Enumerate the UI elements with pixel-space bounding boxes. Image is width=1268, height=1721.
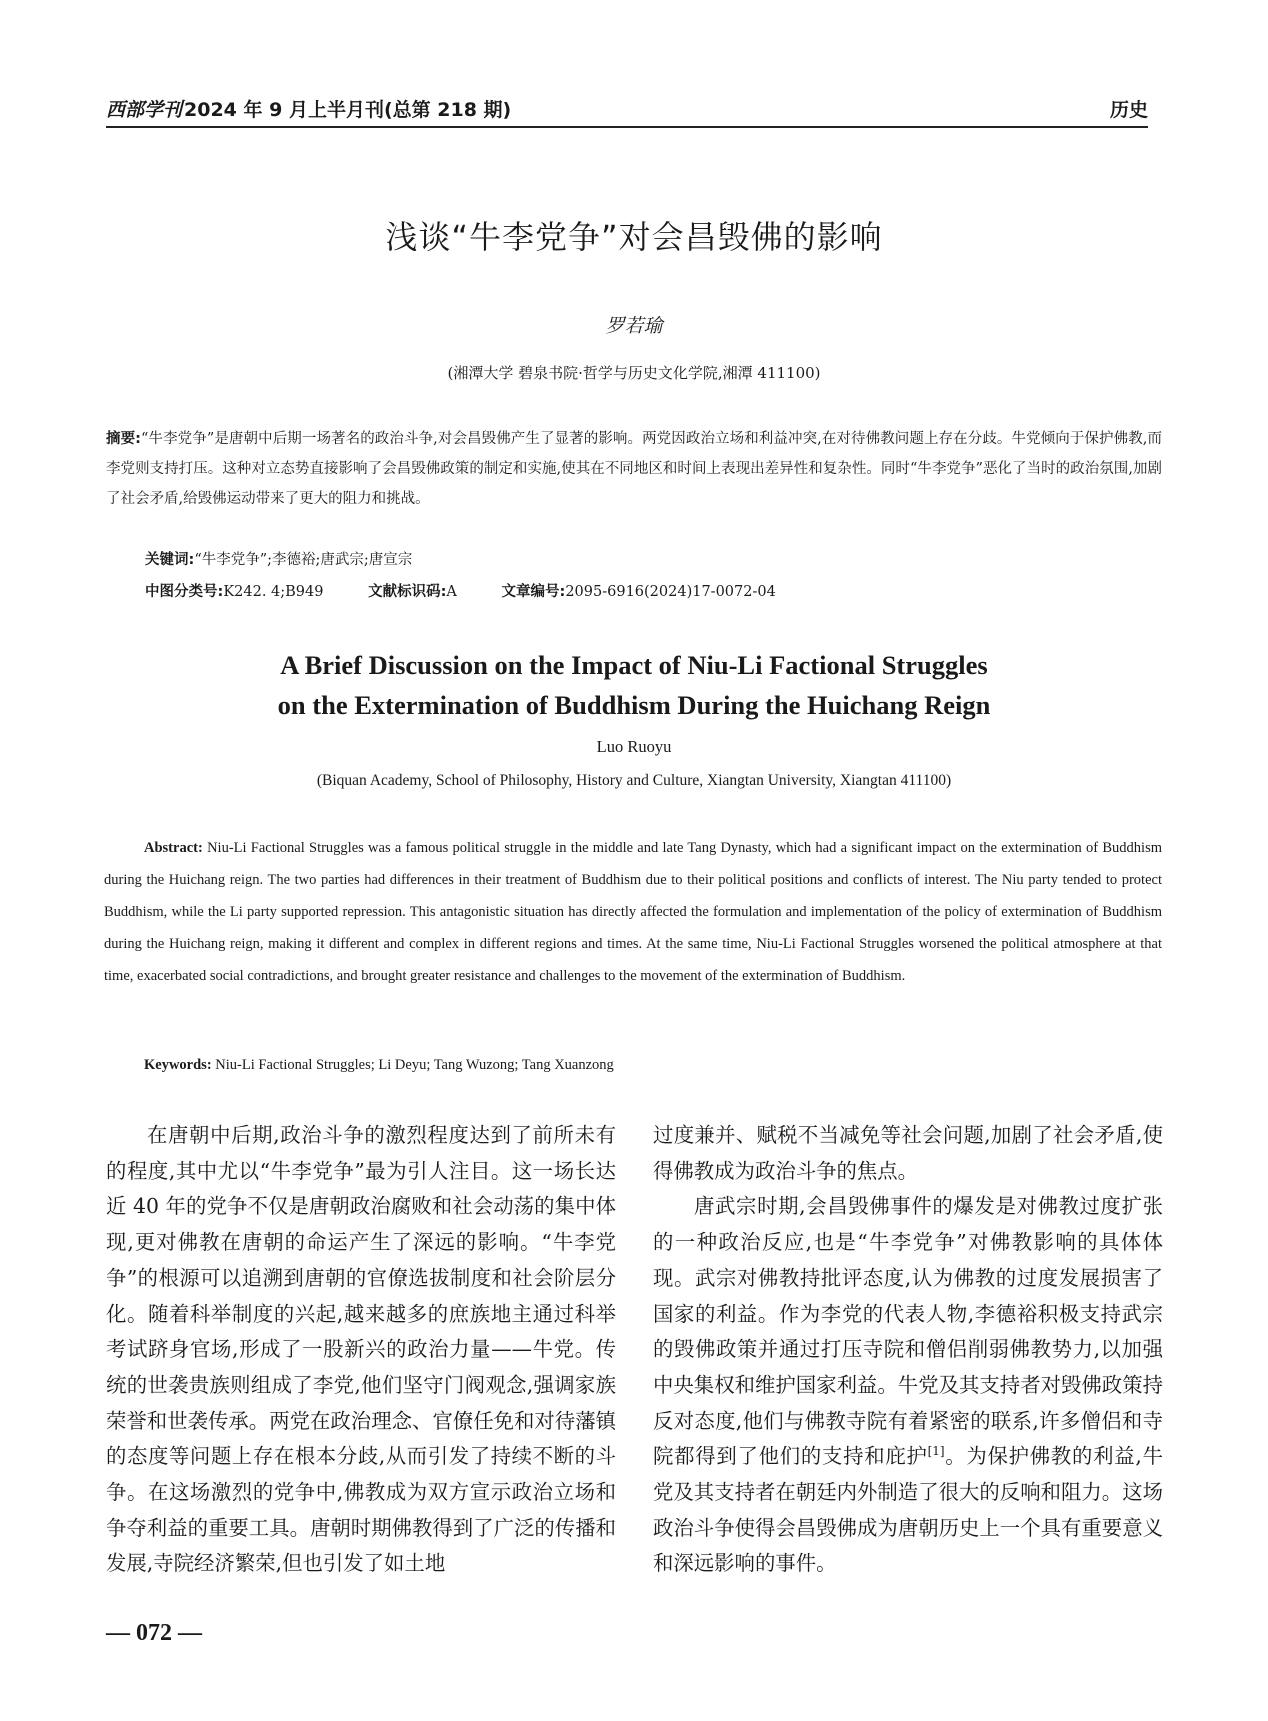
clc-code — [145, 584, 323, 600]
journal-logo: 西部学刊 — [106, 99, 183, 121]
doc-label: 文献标识码: — [368, 584, 447, 600]
clc-label: 中图分类号: — [145, 584, 224, 600]
paragraph-text: 唐武宗时期,会昌毁佛事件的爆发是对佛教过度扩张的一种政治反应,也是“牛李党争”对佛教影响的具体体现。武宗对佛教持批评态度,认为佛教的过度发展损害了国家的利益。作为李党的代表人物,李德裕积极支持武宗的毁佛政策并通过打压寺院和僧侣削弱佛教势力,以加强中央集权和维护国家利益。牛党及其支持者对毁佛政策持反对态度,他们与佛教寺院有着紧密的联系,许多僧侣和寺院都得到了他们的支持和庇护 — [653, 1194, 1163, 1469]
article-value: 2095-6916(2024)17-0072-04 — [565, 584, 776, 600]
english-title — [0, 645, 1268, 725]
paragraph-text: 。为保护佛教的利益,牛党及其支持者在朝廷内外制造了很大的反响和阻力。这场政治斗争使得会昌毁佛成为唐朝历史上一个具有重要意义和深远影响的事件。 — [653, 1444, 1164, 1576]
abstract-cn — [106, 424, 1162, 514]
classification-line — [145, 580, 776, 601]
doc-code — [368, 584, 457, 600]
abstract-en-text: Niu-Li Factional Struggles was a famous political struggle in the middle and late Tang Dynasty, which had a significant impact on the extermination of Buddhism during the Huichang reign. The two parties had differences in their treatment of Buddhism due to their political positions and conflicts of interest. The Niu party tended to protect Buddhism, while the Li party supported repression. This antagonistic situation has directly affected the formulation and implementation of the policy of extermination of Buddhism during the Huichang reign, making it different and complex in different regions and times. At the same time, Niu-Li Factional Struggles worsened the political atmosphere at that time, exacerbated social contradictions, and brought greater resistance and challenges to the movement of the extermination of Buddhism. — [104, 840, 1162, 984]
english-author: Luo Ruoyu — [596, 737, 672, 756]
running-header — [106, 86, 1148, 122]
keywords-en — [144, 1057, 614, 1074]
english-title-line-2: on the Extermination of Buddhism During the Huichang Reign — [277, 690, 991, 720]
body-paragraph — [653, 1189, 1163, 1582]
body-column-right — [653, 1118, 1163, 1582]
keywords-en-label: Keywords: — [144, 1057, 212, 1073]
abstract-en — [104, 832, 1162, 992]
affiliation: (湘潭大学 碧泉书院·哲学与历史文化学院,湘潭 411100) — [447, 364, 821, 382]
keywords-cn — [145, 548, 412, 569]
body-column-left — [106, 1118, 616, 1582]
article-label: 文章编号: — [501, 584, 566, 600]
english-title-line-1: A Brief Discussion on the Impact of Niu-Li Factional Struggles — [280, 650, 988, 680]
issue-text: 2024 年 9 月上半月刊(总第 218 期) — [184, 99, 512, 121]
clc-value: K242. 4;B949 — [223, 584, 324, 600]
abstract-cn-text: “牛李党争”是唐朝中后期一场著名的政治斗争,对会昌毁佛产生了显著的影响。两党因政治立场和利益冲突,在对待佛教问题上存在分歧。牛党倾向于保护佛教,而李党则支持打压。这种对立态势直接影响了会昌毁佛政策的制定和实施,使其在不同地区和时间上表现出差异性和复杂性。同时“牛李党争”恶化了当时的政治氛围,加剧了社会矛盾,给毁佛运动带来了更大的阻力和挑战。 — [106, 431, 1162, 507]
header-rule — [106, 126, 1148, 128]
keywords-en-text: Niu-Li Factional Struggles; Li Deyu; Tang Wuzong; Tang Xuanzong — [215, 1057, 614, 1073]
citation-marker: [1] — [927, 1444, 945, 1459]
author-name: 罗若瑜 — [605, 315, 663, 337]
body-paragraph: 在唐朝中后期,政治斗争的激烈程度达到了前所未有的程度,其中尤以“牛李党争”最为引人注目。这一场长达近 40 年的党争不仅是唐朝政治腐败和社会动荡的集中体现,更对佛教在唐朝的命运产生了深远的影响。“牛李党争”的根源可以追溯到唐朝的官僚选拔制度和社会阶层分化。随着科举制度的兴起,越来越多的庶族地主通过科举考试跻身官场,形成了一股新兴的政治力量——牛党。传统的世袭贵族则组成了李党,他们坚守门阀观念,强调家族荣誉和世袭传承。两党在政治理念、官僚任免和对待藩镇的态度等问题上存在根本分歧,从而引发了持续不断的斗争。在这场激烈的党争中,佛教成为双方宣示政治立场和争夺利益的重要工具。唐朝时期佛教得到了广泛的传播和发展,寺院经济繁荣,但也引发了如土地 — [106, 1123, 616, 1576]
article-title: 浅谈“牛李党争”对会昌毁佛的影响 — [385, 218, 883, 256]
english-affiliation: (Biquan Academy, School of Philosophy, History and Culture, Xiangtan University, Xiangtan 411100) — [316, 772, 952, 789]
page-number: — 072 — — [106, 1620, 202, 1646]
abstract-cn-label: 摘要: — [106, 431, 141, 447]
body-paragraph-continued: 过度兼并、赋税不当减免等社会问题,加剧了社会矛盾,使得佛教成为政治斗争的焦点。 — [653, 1123, 1163, 1183]
section-label: 历史 — [1109, 99, 1148, 121]
abstract-en-label: Abstract: — [144, 840, 203, 856]
article-number — [502, 584, 776, 600]
doc-value: A — [446, 584, 457, 600]
journal-issue-line — [106, 95, 511, 122]
keywords-cn-text: “牛李党争”;李德裕;唐武宗;唐宣宗 — [194, 552, 413, 568]
keywords-cn-label: 关键词: — [145, 552, 195, 568]
